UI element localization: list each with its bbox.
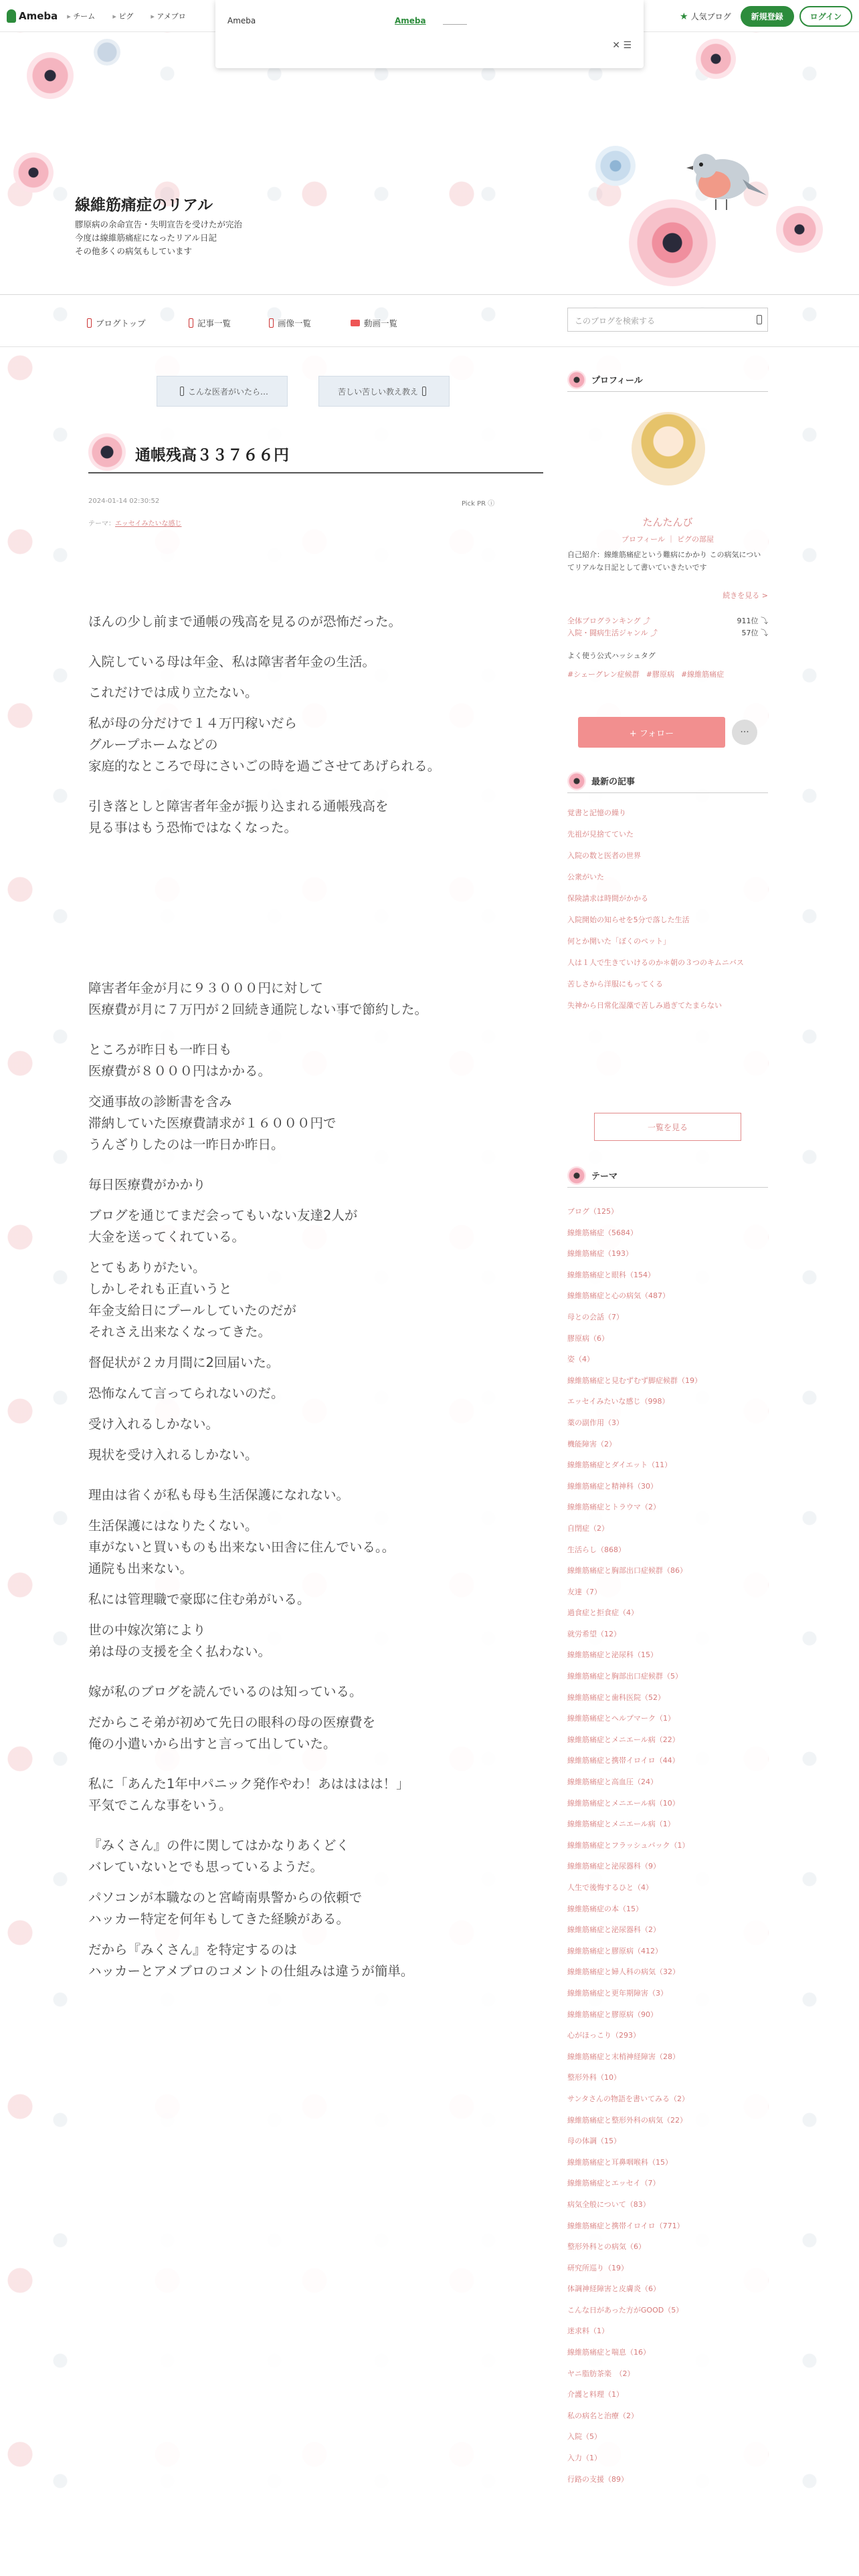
flower-icon (88, 433, 126, 471)
ranking-row[interactable] (567, 627, 768, 638)
theme-link[interactable]: 就労希望（12） (567, 1629, 621, 1638)
nav-divider (0, 346, 859, 347)
blog-search-input[interactable] (567, 308, 768, 332)
recent-article-link[interactable]: 先祖が見捨てていた (567, 830, 634, 839)
search-popup (215, 0, 644, 68)
theme-link[interactable]: 線維筋痛症とメニエール病（1） (567, 1820, 675, 1829)
article-paragraph (88, 611, 543, 633)
search-popup-title: Ameba (227, 16, 256, 25)
article-text-line: 生活保護にはなりたくない。 (88, 1518, 258, 1533)
article-text-line: 私には管理職で豪邸に住む弟がいる。 (88, 1592, 310, 1607)
nav-blog-top[interactable] (87, 317, 146, 329)
article-text-line: 交通事故の診断書を含み (88, 1094, 232, 1109)
article-text-line: 弟は母の支援を全く払わない。 (88, 1644, 272, 1659)
article-text-line: 世の中嫁次第により (88, 1622, 206, 1638)
ranking-value: 911位 ⤵ (737, 617, 768, 625)
article-paragraph (88, 1352, 543, 1374)
article-text-line: 平気でこんな事をいう。 (88, 1798, 232, 1813)
theme-link[interactable]: 線維筋痛症とエッセイ（7） (567, 2179, 660, 2188)
ameba-logo[interactable] (7, 9, 58, 23)
ranking-label: 入院・闘病生活ジャンル ⤴ (567, 629, 658, 637)
theme-link[interactable]: 機能障害（2） (567, 1439, 616, 1448)
article-text-line: 毎日医療費がかかり (88, 1177, 206, 1192)
theme-link[interactable]: ヤニ脂肪茶楽 （2） (567, 2369, 635, 2378)
article-paragraph (88, 651, 543, 673)
theme-link[interactable]: 姿（4） (567, 1355, 594, 1364)
follow-button[interactable]: + フォロー (578, 717, 725, 748)
theme-link[interactable]: 研究所巡り（19） (567, 2263, 628, 2272)
popular-blog-link[interactable] (680, 11, 731, 22)
theme-link[interactable]: 線維筋痛症（5684） (567, 1228, 638, 1237)
profile-description: 自己紹介：線維筋痛症という難病にかかり この病気についてリアルな日記として書いていきたいです (567, 550, 761, 572)
theme-link[interactable]: 心がほっこり（293） (567, 2031, 640, 2040)
blog-description-line: その他多くの病気もしています (75, 246, 193, 256)
article-text-line: だからこそ弟が初めて先日の眼科の母の医療費を (88, 1715, 376, 1730)
nav-images-label: 画像一覧 (278, 318, 312, 328)
nav-articles-label: 記事一覧 (197, 318, 231, 328)
recent-article-link[interactable]: 入院開始の知らせを5分で落した生活 (567, 916, 690, 924)
article-body (88, 602, 543, 1982)
article-text-line: しかしそれも正直いうと (88, 1281, 232, 1297)
article-paragraph (88, 1444, 543, 1466)
article-text-line: 車がないと買いものも出来ない田舎に住んでいる。。 (88, 1539, 395, 1555)
article-paragraph (88, 978, 543, 1021)
theme-link[interactable]: 線維筋痛症と泌尿器科（9） (567, 1862, 660, 1871)
nav-link-ameblo[interactable]: ▸ アメブロ (151, 11, 185, 21)
flower-decoration (94, 39, 120, 66)
article-text-line: 督促状が２カ月間に2回届いた。 (88, 1355, 280, 1370)
blog-search-placeholder: このブログを検索する (575, 316, 656, 326)
article-text-line: グループホームなどの (88, 737, 218, 752)
theme-link[interactable]: ブログ（125） (567, 1207, 618, 1216)
recent-heading-label: 最新の記事 (591, 777, 636, 787)
article-paragraph (88, 1414, 543, 1435)
hashtag-link[interactable]: #シェーグレン症候群 (567, 670, 640, 679)
ranking-value: 57位 ⤵ (741, 629, 768, 637)
theme-link[interactable]: 整形外科との病気（6） (567, 2242, 646, 2252)
article-paragraph (88, 1589, 543, 1610)
theme-link[interactable]: 線維筋痛症とダイエット（11） (567, 1461, 672, 1470)
theme-link[interactable]: 線維筋痛症と膠原病（412） (567, 1946, 662, 1955)
nav-videos-label: 動画一覧 (364, 318, 398, 328)
article-text-line: うんざりしたのは一昨日か昨日。 (88, 1137, 284, 1152)
article-text-line: これだけでは成り立たない。 (88, 685, 258, 700)
article-text-line: バレていないとでも思っているようだ。 (88, 1859, 324, 1874)
article-text-line: 俺の小遣いから出すと言って出していた。 (88, 1736, 337, 1751)
article-text-line: ハッカー特定を何年もしてきた経験がある。 (88, 1911, 350, 1927)
theme-link[interactable]: 線維筋痛症と見むずむず脚症候群（19） (567, 1376, 702, 1385)
search-popup-input-line[interactable] (443, 24, 467, 25)
theme-link[interactable]: 薬の副作用（3） (567, 1418, 624, 1427)
article-text-line: 滞納していた医療費請求が１６０００円で (88, 1115, 337, 1131)
avatar[interactable] (632, 412, 705, 486)
nav-blog-top-label: ブログトップ (96, 318, 146, 328)
article-paragraph (88, 1515, 543, 1580)
theme-link[interactable]: 線維筋痛症と胸部出口症候群（5） (567, 1672, 682, 1681)
article-text-line: 『みくさん』の件に関してはかなりあくどく (88, 1838, 350, 1853)
theme-link[interactable]: 線維筋痛症と末梢神経障害（28） (567, 2052, 680, 2061)
hashtag-link[interactable]: #膠原病 (646, 670, 674, 679)
theme-heading-label: テーマ (591, 1172, 618, 1182)
flower-decoration (696, 39, 736, 79)
more-options-button[interactable]: ··· (732, 720, 757, 745)
profile-name[interactable]: たんたんび (642, 516, 693, 528)
prev-article-label: こんな医者がいたら… (187, 387, 268, 397)
article-paragraph (88, 1774, 543, 1816)
article-paragraph (88, 1620, 543, 1662)
logo-text: Ameba (19, 9, 58, 22)
flower-decoration (595, 146, 636, 186)
article-paragraph (88, 1681, 543, 1703)
theme-link[interactable]: 体調神経障害と皮膚炎（6） (567, 2284, 660, 2294)
chevron-right-icon (422, 387, 426, 396)
article-column (74, 348, 555, 2576)
article-text-line: 医療費が月に７万円が２回続き通院しない事で節約した。 (88, 1002, 428, 1017)
theme-link[interactable]: 母の体調（15） (567, 2137, 621, 2146)
theme-link[interactable]: 入力（1） (567, 2454, 601, 2463)
article-text-line: 医療費が８０００円はかかる。 (88, 1063, 272, 1079)
article-paragraph (88, 1257, 543, 1343)
flower-icon (567, 370, 586, 389)
article-text-line: それさえ出来なくなってきた。 (88, 1324, 272, 1339)
theme-link[interactable]: 線維筋痛症と更年期障害（3） (567, 1988, 668, 1998)
register-button[interactable]: 新規登録 (741, 6, 794, 27)
theme-link[interactable]: 病気全般について（83） (567, 2199, 650, 2209)
theme-link[interactable]: 行路の支援（89） (567, 2474, 628, 2484)
ranking-row[interactable] (567, 615, 768, 626)
page-icon (87, 318, 92, 328)
theme-heading (567, 1164, 768, 1188)
theme-link[interactable]: 線維筋痛症と心の病気（487） (567, 1291, 670, 1301)
article-text-line: ほんの少し前まで通帳の残高を見るのが恐怖だった。 (88, 614, 402, 629)
close-icon[interactable]: ✕ ☰ (612, 40, 632, 51)
theme-link[interactable]: 線維筋痛症とトラウマ（2） (567, 1503, 660, 1512)
article-text-line: 引き落としと障害者年金が振り込まれる通帳残高を (88, 798, 389, 814)
nav-videos[interactable] (351, 317, 397, 329)
theme-link[interactable]: サンタさんの物語を書いてみる（2） (567, 2094, 690, 2103)
theme-link[interactable]: 膠原病（6） (567, 1333, 609, 1343)
theme-link[interactable]: こんな日があった方がGOOD（5） (567, 2305, 684, 2315)
article-paragraph (88, 682, 543, 704)
nav-images[interactable] (269, 317, 311, 329)
article-paragraph (88, 1174, 543, 1196)
flower-decoration (27, 52, 74, 99)
theme-link[interactable]: 線維筋痛症と整形外科の病気（22） (567, 2115, 687, 2125)
popular-blog-label: 人気ブログ (690, 12, 731, 21)
theme-link[interactable]: 線維筋痛症と婦人科の病気（32） (567, 1967, 680, 1977)
flower-icon (567, 1166, 586, 1185)
theme-link[interactable]: 線維筋痛症と眼科（154） (567, 1270, 655, 1279)
article-paragraph (88, 1383, 543, 1404)
theme-link[interactable]: 生活らし（868） (567, 1545, 626, 1554)
article-paragraph (88, 713, 543, 777)
theme-link[interactable]: 人生で後悔するひと（4） (567, 1883, 653, 1892)
article-text-line: 私に「あんた1年中パニック発作やわ！あはははは！」 (88, 1776, 409, 1792)
video-icon (351, 320, 360, 326)
blog-header (0, 32, 859, 294)
profile-more-link[interactable]: 続きを見る > (723, 591, 768, 600)
prev-article-button[interactable] (157, 376, 288, 407)
next-article-button[interactable] (318, 376, 450, 407)
star-icon: ★ (680, 11, 688, 22)
nav-link-pigg[interactable]: ▸ ピグ (112, 11, 133, 21)
theme-list (567, 1201, 768, 2490)
blog-description (75, 218, 242, 258)
sidebar (567, 348, 768, 2576)
theme-link[interactable]: 過食症と拒食症（4） (567, 1608, 638, 1618)
article-text-line: 通院も出来ない。 (88, 1561, 193, 1576)
article-text-line: 入院している母は年金、私は障害者年金の生活。 (88, 654, 376, 669)
theme-link[interactable]: 母との会話（7） (567, 1312, 624, 1321)
header-divider (0, 294, 859, 295)
article-text-line: 障害者年金が月に９３０００円に対して (88, 980, 324, 996)
article-paragraph (88, 1205, 543, 1248)
theme-link[interactable]: 線維筋痛症と携帯イロイロ（771） (567, 2221, 684, 2230)
article-text-line: 家庭的なところで母にさいごの時を過ごさせてあげられる。 (88, 758, 441, 774)
blog-title[interactable]: 線維筋痛症のリアル (75, 197, 213, 214)
article-text-line: ハッカーとアメブロのコメントの仕組みは違うが簡単。 (88, 1963, 414, 1979)
theme-link[interactable]: 介護と料理（1） (567, 2390, 624, 2399)
theme-link[interactable]: 線維筋痛症とヘルプマーク（1） (567, 1714, 675, 1723)
theme-link[interactable]: 整形外科（10） (567, 2073, 621, 2082)
theme-link[interactable]: 私の病名と治療（2） (567, 2411, 638, 2420)
search-popup-tab[interactable]: Ameba (395, 16, 426, 25)
theme-link[interactable]: 友達（7） (567, 1587, 601, 1596)
theme-link[interactable]: 線維筋痛症（193） (567, 1249, 633, 1259)
next-article-label: 苦しい苦しい教え教え (337, 387, 418, 397)
article-text-line: だから『みくさん』を特定するのは (88, 1942, 298, 1957)
recent-articles-list (567, 808, 768, 1022)
article-text-line: 見る事はもう恐怖ではなくなった。 (88, 820, 298, 835)
theme-link[interactable]: 線維筋痛症と泌尿器科（2） (567, 1925, 660, 1935)
theme-link[interactable]: 線維筋痛症と泌尿科（15） (567, 1650, 658, 1660)
theme-link[interactable]: 線維筋痛症と精神科（30） (567, 1481, 658, 1491)
article-paragraph (88, 1485, 543, 1506)
chevron-left-icon (180, 387, 184, 396)
article-theme (88, 518, 182, 528)
theme-link[interactable]: 線維筋痛症とメニエール病（10） (567, 1798, 680, 1808)
ranking-label: 全体ブログランキング ⤴ (567, 617, 651, 625)
article-paragraph (88, 1712, 543, 1755)
bird-illustration (676, 139, 769, 213)
recent-article-link[interactable]: 失神から日常化湿藻で苦しみ過ぎてたまらない (567, 1001, 722, 1010)
theme-link[interactable]: 線維筋痛症と歯科医院（52） (567, 1693, 665, 1702)
nav-articles[interactable] (189, 317, 231, 329)
article-paragraph (88, 1091, 543, 1156)
nav-link-team[interactable]: ▸ チーム (67, 11, 95, 21)
article-text-line: 大金を送ってくれている。 (88, 1229, 246, 1245)
article-paragraph (88, 1887, 543, 1930)
recent-article-link[interactable]: 苦しさから洋服にもってくる (567, 980, 663, 988)
list-more-button[interactable]: 一覧を見る (594, 1113, 741, 1141)
theme-link[interactable]: 線維筋痛症と膠原病（90） (567, 2010, 658, 2019)
top-nav (67, 11, 203, 21)
image-icon (269, 318, 274, 328)
flower-decoration (13, 152, 54, 193)
blog-description-line: 膠原病の余命宣告・失明宣告を受けたが完治 (75, 219, 243, 229)
theme-link[interactable]: エッセイみたいな感じ（998） (567, 1397, 670, 1406)
flower-icon (567, 772, 586, 790)
article-theme-link[interactable]: エッセイみたいな感じ (115, 520, 182, 528)
profile-heading-label: プロフィール (591, 376, 643, 386)
recent-article-link[interactable]: 何とか開いた「ぼくのペット」 (567, 937, 670, 946)
recent-article-link[interactable]: 入院の数と医者の世界 (567, 851, 641, 860)
profile-links[interactable]: プロフィール ｜ ピグの部屋 (622, 535, 714, 544)
blog-description-line: 今度は線維筋痛症になったリアル日記 (75, 233, 217, 243)
article-text-line: とてもありがたい。 (88, 1260, 206, 1275)
search-icon[interactable] (757, 315, 762, 324)
flower-decoration (776, 206, 823, 253)
article-text-line: ところが昨日も一昨日も (88, 1042, 232, 1057)
theme-link[interactable]: 入院（5） (567, 2432, 601, 2442)
article-header (88, 432, 543, 473)
article-text-line: パソコンが本職なのと宮崎南県警からの依頼で (88, 1890, 363, 1905)
pick-pr-label[interactable]: Pick PR ⓘ (462, 500, 495, 508)
theme-link[interactable]: 線維筋痛症と喘息（16） (567, 2348, 650, 2357)
ameba-logo-icon (7, 9, 16, 23)
recent-article-link[interactable]: 人は１人で生きていけるのか＊朝の３つのキムニバス (567, 958, 744, 967)
recent-article-link[interactable]: 公衆がいた (567, 873, 604, 881)
theme-link[interactable]: 線維筋痛症と携帯イロイロ（44） (567, 1756, 680, 1765)
theme-link[interactable]: 線維筋痛症と耳鼻咽喉科（15） (567, 2157, 672, 2167)
article-paragraph (88, 1939, 543, 1982)
article-date: 2024-01-14 02:30:52 (88, 498, 160, 505)
article-text-line: 私が母の分だけで１４万円稼いだら (88, 716, 298, 731)
recent-article-link[interactable]: 保険請求は時間がかかる (567, 894, 648, 903)
article-title[interactable]: 通帳残高３３７６６円 (135, 447, 289, 464)
article-text-line: ブログを通じてまだ会ってもいない友達2人が (88, 1208, 358, 1223)
article-text-line: 現状を受け入れるしかない。 (88, 1447, 258, 1463)
article-paragraph (88, 1039, 543, 1082)
article-text-line: 恐怖なんて言ってられないのだ。 (88, 1386, 284, 1401)
article-text-line: 年金支給日にプールしていたのだが (88, 1303, 297, 1318)
theme-link[interactable]: 線維筋痛症の本（15） (567, 1904, 643, 1913)
hashtag-heading: よく使う公式ハッシュタグ (567, 651, 656, 660)
profile-heading (567, 368, 768, 392)
hashtag-list (567, 669, 731, 679)
article-paragraph (88, 796, 543, 839)
hashtag-link[interactable]: #線維筋痛症 (680, 670, 725, 679)
theme-link[interactable]: 線維筋痛症と高血圧（24） (567, 1778, 658, 1787)
recent-article-link[interactable]: 覚書と記憶の繰り (567, 809, 626, 817)
article-theme-label: テーマ： (88, 520, 115, 528)
recent-heading (567, 769, 768, 793)
theme-link[interactable]: 自閉症（2） (567, 1523, 609, 1533)
article-text-line: 受け入れるしかない。 (88, 1416, 219, 1432)
article-paragraph (88, 1835, 543, 1878)
article-text-line: 嫁が私のブログを読んでいるのは知っている。 (88, 1684, 363, 1699)
theme-link[interactable]: 線維筋痛症とフラッシュバック（1） (567, 1840, 690, 1850)
theme-link[interactable]: 線維筋痛症とメニエール病（22） (567, 1735, 680, 1744)
article-text-line: 理由は省くが私も母も生活保護になれない。 (88, 1487, 350, 1503)
list-icon (189, 318, 193, 328)
login-button[interactable]: ログイン (799, 6, 852, 27)
theme-link[interactable]: 線維筋痛症と胸部出口症候群（86） (567, 1566, 687, 1576)
top-right-actions (680, 6, 852, 27)
theme-link[interactable]: 迷求料（1） (567, 2327, 609, 2336)
